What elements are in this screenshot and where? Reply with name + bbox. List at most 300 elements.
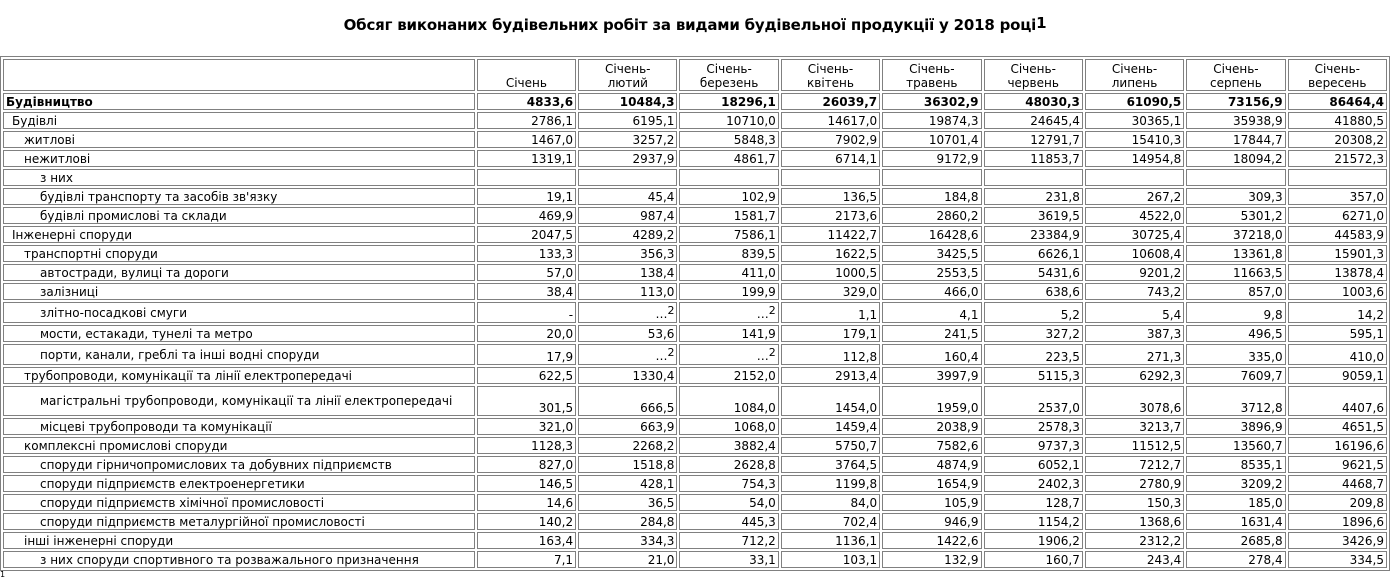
value-cell bbox=[1186, 367, 1285, 384]
value-cell bbox=[477, 551, 576, 568]
value-cell bbox=[1288, 226, 1387, 243]
value-cell bbox=[781, 131, 880, 148]
cell-value: 10484,3 bbox=[619, 95, 675, 109]
value-cell bbox=[984, 494, 1083, 511]
cell-value: 209,8 bbox=[1349, 496, 1384, 510]
cell-value: 15410,3 bbox=[1131, 133, 1182, 147]
value-cell bbox=[781, 437, 880, 454]
cell-value: 271,3 bbox=[1146, 350, 1182, 364]
value-cell bbox=[1186, 188, 1285, 205]
value-cell bbox=[1288, 169, 1387, 186]
cell-value: 9737,3 bbox=[1037, 439, 1080, 453]
cell-value: 2402,3 bbox=[1037, 477, 1080, 491]
value-cell bbox=[781, 344, 880, 365]
value-cell bbox=[679, 494, 778, 511]
value-cell bbox=[882, 112, 981, 129]
cell-value: 4522,0 bbox=[1139, 209, 1182, 223]
cell-value: 1581,7 bbox=[733, 209, 776, 223]
value-cell bbox=[1186, 302, 1285, 323]
cell-value: 132,9 bbox=[944, 553, 979, 567]
value-cell bbox=[578, 386, 677, 416]
cell-value: 141,9 bbox=[741, 327, 776, 341]
cell-value: 411,0 bbox=[741, 266, 776, 280]
value-cell bbox=[578, 475, 677, 492]
value-cell bbox=[1186, 264, 1285, 281]
value-cell bbox=[477, 418, 576, 435]
value-cell bbox=[781, 112, 880, 129]
value-cell bbox=[781, 264, 880, 281]
cell-value: 2268,2 bbox=[632, 439, 675, 453]
value-cell bbox=[679, 93, 778, 110]
cell-value: 84,0 bbox=[850, 496, 878, 510]
value-cell bbox=[679, 551, 778, 568]
value-cell bbox=[477, 188, 576, 205]
page-title bbox=[0, 16, 1390, 34]
column-header: Січень- квітень bbox=[781, 59, 880, 91]
table-row bbox=[3, 367, 1387, 384]
value-cell bbox=[781, 418, 880, 435]
cell-value: … bbox=[756, 307, 769, 321]
value-cell bbox=[477, 264, 576, 281]
cell-value: 4468,7 bbox=[1342, 477, 1384, 491]
value-cell bbox=[679, 513, 778, 530]
row-label: транспортні споруди bbox=[3, 245, 475, 262]
cell-value: 1128,3 bbox=[531, 439, 574, 453]
cell-value: 5301,2 bbox=[1240, 209, 1283, 223]
cell-value: 1467,0 bbox=[531, 133, 574, 147]
value-cell bbox=[1186, 437, 1285, 454]
value-cell bbox=[679, 283, 778, 300]
value-cell bbox=[477, 150, 576, 167]
value-cell bbox=[1186, 494, 1285, 511]
value-cell bbox=[984, 93, 1083, 110]
title-footnote-mark: 1 bbox=[1036, 14, 1047, 32]
column-header: Січень bbox=[477, 59, 576, 91]
cell-value: 185,0 bbox=[1248, 496, 1283, 510]
value-cell bbox=[984, 386, 1083, 416]
table-row bbox=[3, 264, 1387, 281]
table-row bbox=[3, 344, 1387, 365]
cell-value: 3896,9 bbox=[1240, 420, 1283, 434]
cell-value: 1,1 bbox=[858, 308, 878, 322]
value-cell bbox=[578, 188, 677, 205]
cell-value: … bbox=[655, 349, 668, 363]
value-cell bbox=[477, 207, 576, 224]
value-cell bbox=[578, 494, 677, 511]
value-cell bbox=[882, 344, 981, 365]
cell-value: 17844,7 bbox=[1232, 133, 1283, 147]
value-cell bbox=[984, 112, 1083, 129]
row-label: будівлі промислові та склади bbox=[3, 207, 475, 224]
cell-value: 163,4 bbox=[538, 534, 574, 548]
value-cell bbox=[1085, 437, 1184, 454]
title-text: Обсяг виконаних будівельних робіт за видами будівельної продукції у 2018 році bbox=[343, 16, 1037, 34]
value-cell bbox=[679, 150, 778, 167]
value-cell bbox=[1288, 325, 1387, 342]
table-row bbox=[3, 207, 1387, 224]
cell-value: 8535,1 bbox=[1240, 458, 1283, 472]
cell-value: 2786,1 bbox=[531, 114, 574, 128]
cell-value: 1622,5 bbox=[835, 247, 878, 261]
cell-value: 466,0 bbox=[944, 285, 979, 299]
value-cell bbox=[679, 418, 778, 435]
cell-value: 946,9 bbox=[944, 515, 979, 529]
cell-value: 2152,0 bbox=[733, 369, 776, 383]
value-cell bbox=[882, 93, 981, 110]
cell-value: 14,2 bbox=[1357, 308, 1384, 322]
header-row bbox=[3, 59, 1387, 91]
column-header: Січень- лютий bbox=[578, 59, 677, 91]
value-cell bbox=[578, 367, 677, 384]
cell-value: 5,4 bbox=[1162, 308, 1182, 322]
value-cell bbox=[1288, 494, 1387, 511]
cell-value: 3425,5 bbox=[936, 247, 979, 261]
value-cell bbox=[781, 513, 880, 530]
column-header: Січень- березень bbox=[679, 59, 778, 91]
row-label: трубопроводи, комунікації та лінії електропередачі bbox=[3, 367, 475, 384]
cell-value: … bbox=[756, 349, 769, 363]
cell-value: 36302,9 bbox=[923, 95, 979, 109]
row-label: злітно-посадкові смуги bbox=[3, 302, 475, 323]
table-row bbox=[3, 494, 1387, 511]
cell-value: 20308,2 bbox=[1334, 133, 1384, 147]
value-cell bbox=[477, 226, 576, 243]
cell-value: 223,5 bbox=[1045, 350, 1080, 364]
table-row bbox=[3, 325, 1387, 342]
cell-value: 3257,2 bbox=[632, 133, 675, 147]
cell-value: 595,1 bbox=[1349, 327, 1384, 341]
column-header: Січень- червень bbox=[984, 59, 1083, 91]
value-cell bbox=[578, 207, 677, 224]
value-cell bbox=[882, 264, 981, 281]
value-cell bbox=[781, 386, 880, 416]
cell-value: 4861,7 bbox=[733, 152, 776, 166]
cell-value: 6626,1 bbox=[1037, 247, 1080, 261]
cell-value: 7586,1 bbox=[733, 228, 776, 242]
cell-value: 278,4 bbox=[1248, 553, 1283, 567]
cell-value: 4,1 bbox=[959, 308, 979, 322]
cell-value: 2578,3 bbox=[1037, 420, 1080, 434]
cell-value: 2913,4 bbox=[835, 369, 878, 383]
value-cell bbox=[1085, 532, 1184, 549]
value-cell bbox=[781, 226, 880, 243]
column-header: Січень- липень bbox=[1085, 59, 1184, 91]
value-cell bbox=[578, 456, 677, 473]
value-cell bbox=[1288, 112, 1387, 129]
cell-value: 6195,1 bbox=[632, 114, 675, 128]
value-cell bbox=[578, 264, 677, 281]
value-cell bbox=[984, 226, 1083, 243]
value-cell bbox=[882, 437, 981, 454]
value-cell bbox=[1288, 131, 1387, 148]
value-cell bbox=[984, 245, 1083, 262]
value-cell bbox=[1186, 131, 1285, 148]
value-cell bbox=[882, 386, 981, 416]
value-cell bbox=[1085, 367, 1184, 384]
cell-value: 5115,3 bbox=[1037, 369, 1080, 383]
value-cell bbox=[882, 367, 981, 384]
cell-value: 73156,9 bbox=[1227, 95, 1283, 109]
cell-value: 1896,6 bbox=[1342, 515, 1384, 529]
table-row bbox=[3, 245, 1387, 262]
value-cell bbox=[1288, 188, 1387, 205]
value-cell bbox=[781, 302, 880, 323]
cell-value: 3882,4 bbox=[733, 439, 776, 453]
cell-value: 4833,6 bbox=[526, 95, 574, 109]
value-cell bbox=[1085, 264, 1184, 281]
cell-value: 743,2 bbox=[1146, 285, 1182, 299]
table-body bbox=[3, 93, 1387, 568]
value-cell bbox=[1288, 245, 1387, 262]
header-label-cell bbox=[3, 59, 475, 91]
cell-value: 3213,7 bbox=[1139, 420, 1182, 434]
row-label: споруди підприємств металургійної промисловості bbox=[3, 513, 475, 530]
value-cell bbox=[679, 367, 778, 384]
cell-value: 20,0 bbox=[546, 327, 574, 341]
cell-value: 23384,9 bbox=[1030, 228, 1080, 242]
cell-value: 1518,8 bbox=[632, 458, 675, 472]
value-cell bbox=[882, 456, 981, 473]
cell-value: 1136,1 bbox=[835, 534, 878, 548]
cell-value: 26039,7 bbox=[822, 95, 878, 109]
value-cell bbox=[984, 344, 1083, 365]
cell-value: 112,8 bbox=[842, 350, 878, 364]
value-cell bbox=[984, 283, 1083, 300]
value-cell bbox=[679, 226, 778, 243]
value-cell bbox=[1186, 532, 1285, 549]
cell-value: 36,5 bbox=[647, 496, 675, 510]
cell-value: 2173,6 bbox=[835, 209, 878, 223]
value-cell bbox=[578, 93, 677, 110]
value-cell bbox=[1288, 302, 1387, 323]
column-header: Січень- серпень bbox=[1186, 59, 1285, 91]
cell-value: 284,8 bbox=[640, 515, 675, 529]
table-row bbox=[3, 513, 1387, 530]
cell-value: 54,0 bbox=[749, 496, 776, 510]
value-cell bbox=[984, 150, 1083, 167]
cell-value: 702,4 bbox=[842, 515, 878, 529]
cell-value: 7609,7 bbox=[1240, 369, 1283, 383]
column-header: Січень- вересень bbox=[1288, 59, 1387, 91]
cell-value: 2780,9 bbox=[1139, 477, 1182, 491]
cell-value: 334,3 bbox=[640, 534, 675, 548]
cell-value: 1068,0 bbox=[733, 420, 776, 434]
value-cell bbox=[679, 131, 778, 148]
cell-value: 663,9 bbox=[640, 420, 675, 434]
cell-value: 1368,6 bbox=[1139, 515, 1182, 529]
cell-value: 356,3 bbox=[640, 247, 675, 261]
cell-value: 3997,9 bbox=[936, 369, 979, 383]
value-cell bbox=[1288, 475, 1387, 492]
value-cell bbox=[984, 437, 1083, 454]
value-cell bbox=[882, 551, 981, 568]
cell-value: 4651,5 bbox=[1342, 420, 1384, 434]
value-cell bbox=[1186, 325, 1285, 342]
cell-value: 1459,4 bbox=[835, 420, 878, 434]
cell-value: 30725,4 bbox=[1131, 228, 1182, 242]
value-cell bbox=[679, 302, 778, 323]
cell-value: … bbox=[655, 307, 668, 321]
cell-value: 357,0 bbox=[1349, 190, 1384, 204]
row-label: Будівлі bbox=[3, 112, 475, 129]
cell-value: 1330,4 bbox=[632, 369, 675, 383]
cell-value: 327,2 bbox=[1045, 327, 1080, 341]
value-cell bbox=[679, 344, 778, 365]
value-cell bbox=[1186, 150, 1285, 167]
cell-value: 150,3 bbox=[1146, 496, 1182, 510]
value-cell bbox=[477, 532, 576, 549]
cell-value: 10701,4 bbox=[928, 133, 979, 147]
cell-value: 160,7 bbox=[1045, 553, 1080, 567]
value-cell bbox=[781, 93, 880, 110]
value-cell bbox=[1288, 551, 1387, 568]
value-cell bbox=[679, 245, 778, 262]
cell-value: 2312,2 bbox=[1139, 534, 1182, 548]
cell-value: 57,0 bbox=[546, 266, 574, 280]
value-cell bbox=[882, 418, 981, 435]
value-cell bbox=[477, 367, 576, 384]
cell-value: 1454,0 bbox=[835, 401, 878, 415]
row-label: нежитлові bbox=[3, 150, 475, 167]
cell-value: 140,2 bbox=[538, 515, 574, 529]
cell-value: 133,3 bbox=[538, 247, 574, 261]
cell-value: 13878,4 bbox=[1334, 266, 1384, 280]
value-cell bbox=[1085, 112, 1184, 129]
row-label: мости, естакади, тунелі та метро bbox=[3, 325, 475, 342]
value-cell bbox=[477, 344, 576, 365]
value-cell bbox=[578, 112, 677, 129]
cell-value: 15901,3 bbox=[1334, 247, 1384, 261]
value-cell bbox=[477, 93, 576, 110]
cell-value: 7582,6 bbox=[936, 439, 979, 453]
value-cell bbox=[984, 188, 1083, 205]
value-cell bbox=[1085, 169, 1184, 186]
value-cell bbox=[1085, 386, 1184, 416]
cell-value: 9,8 bbox=[1263, 308, 1283, 322]
cell-footnote-mark: 2 bbox=[667, 304, 675, 317]
row-label: місцеві трубопроводи та комунікації bbox=[3, 418, 475, 435]
value-cell bbox=[781, 245, 880, 262]
row-label: залізниці bbox=[3, 283, 475, 300]
value-cell bbox=[984, 418, 1083, 435]
value-cell bbox=[781, 456, 880, 473]
cell-value: 160,4 bbox=[944, 350, 979, 364]
cell-value: 428,1 bbox=[640, 477, 675, 491]
value-cell bbox=[882, 302, 981, 323]
value-cell bbox=[578, 344, 677, 365]
value-cell bbox=[1085, 551, 1184, 568]
value-cell bbox=[1288, 283, 1387, 300]
cell-value: 839,5 bbox=[741, 247, 776, 261]
cell-value: 136,5 bbox=[842, 190, 878, 204]
value-cell bbox=[1085, 494, 1184, 511]
value-cell bbox=[882, 475, 981, 492]
cell-value: 9621,5 bbox=[1342, 458, 1384, 472]
value-cell bbox=[679, 112, 778, 129]
cell-value: 445,3 bbox=[741, 515, 776, 529]
row-label: порти, канали, греблі та інші водні споруди bbox=[3, 344, 475, 365]
row-label: споруди підприємств хімічної промисловості bbox=[3, 494, 475, 511]
table-row bbox=[3, 283, 1387, 300]
value-cell bbox=[1288, 386, 1387, 416]
value-cell bbox=[578, 245, 677, 262]
value-cell bbox=[1085, 207, 1184, 224]
table-row bbox=[3, 226, 1387, 243]
row-label: з них споруди спортивного та розважального призначення bbox=[3, 551, 475, 568]
cell-value: 2038,9 bbox=[936, 420, 979, 434]
value-cell bbox=[1186, 283, 1285, 300]
cell-value: 410,0 bbox=[1349, 350, 1384, 364]
row-label: з них bbox=[3, 169, 475, 186]
cell-value: 6714,1 bbox=[835, 152, 878, 166]
value-cell bbox=[477, 283, 576, 300]
table-row bbox=[3, 93, 1387, 110]
value-cell bbox=[1186, 475, 1285, 492]
value-cell bbox=[477, 302, 576, 323]
value-cell bbox=[984, 532, 1083, 549]
cell-value: 638,6 bbox=[1045, 285, 1080, 299]
cell-value: 30365,1 bbox=[1131, 114, 1182, 128]
row-label: комплексні промислові споруди bbox=[3, 437, 475, 454]
cell-value: 1199,8 bbox=[835, 477, 878, 491]
value-cell bbox=[882, 532, 981, 549]
cell-value: 3764,5 bbox=[835, 458, 878, 472]
cell-value: 3712,8 bbox=[1240, 401, 1283, 415]
cell-value: 179,1 bbox=[842, 327, 878, 341]
value-cell bbox=[1186, 344, 1285, 365]
value-cell bbox=[1085, 93, 1184, 110]
row-label: інші інженерні споруди bbox=[3, 532, 475, 549]
value-cell bbox=[1288, 367, 1387, 384]
value-cell bbox=[984, 475, 1083, 492]
value-cell bbox=[1288, 207, 1387, 224]
cell-value: 1422,6 bbox=[936, 534, 979, 548]
value-cell bbox=[1288, 344, 1387, 365]
value-cell bbox=[578, 437, 677, 454]
cell-value: 10608,4 bbox=[1131, 247, 1182, 261]
value-cell bbox=[578, 418, 677, 435]
value-cell bbox=[679, 456, 778, 473]
cell-value: 9201,2 bbox=[1139, 266, 1182, 280]
row-label: будівлі транспорту та засобів зв'язку bbox=[3, 188, 475, 205]
value-cell bbox=[578, 551, 677, 568]
value-cell bbox=[1288, 418, 1387, 435]
cell-value: 33,1 bbox=[749, 553, 776, 567]
value-cell bbox=[1085, 283, 1184, 300]
value-cell bbox=[1288, 150, 1387, 167]
value-cell bbox=[882, 513, 981, 530]
value-cell bbox=[477, 131, 576, 148]
value-cell bbox=[1085, 456, 1184, 473]
value-cell bbox=[477, 437, 576, 454]
cell-value: 10710,0 bbox=[726, 114, 776, 128]
value-cell bbox=[781, 188, 880, 205]
cell-value: 1959,0 bbox=[936, 401, 979, 415]
value-cell bbox=[781, 169, 880, 186]
value-cell bbox=[882, 283, 981, 300]
cell-value: 2937,9 bbox=[632, 152, 675, 166]
value-cell bbox=[1288, 532, 1387, 549]
cell-value: 44583,9 bbox=[1334, 228, 1384, 242]
value-cell bbox=[578, 150, 677, 167]
cell-value: 321,0 bbox=[538, 420, 574, 434]
cell-value: 14617,0 bbox=[827, 114, 878, 128]
cell-value: 1906,2 bbox=[1037, 534, 1080, 548]
value-cell bbox=[1085, 302, 1184, 323]
value-cell bbox=[679, 437, 778, 454]
table-row bbox=[3, 437, 1387, 454]
value-cell bbox=[781, 150, 880, 167]
